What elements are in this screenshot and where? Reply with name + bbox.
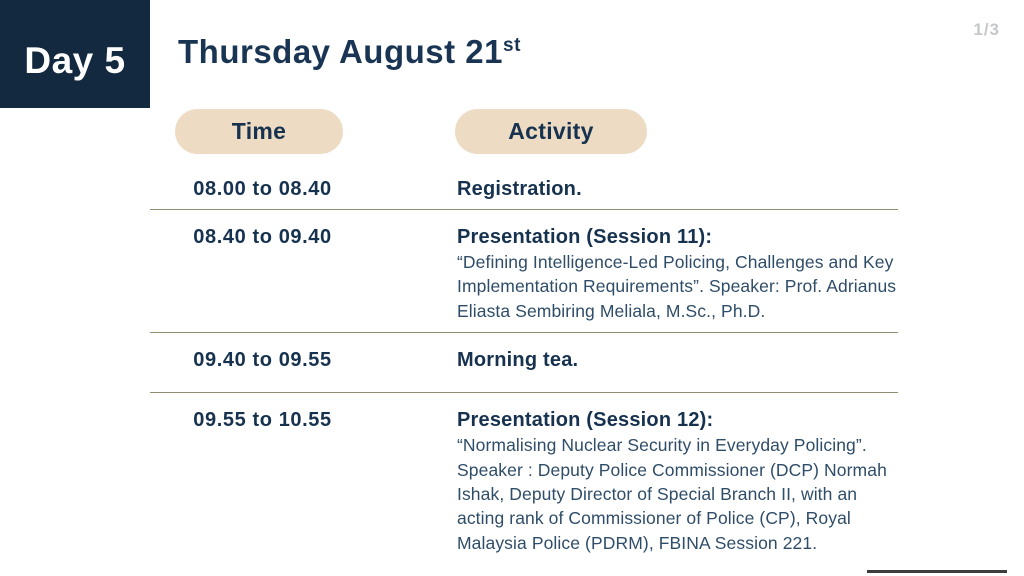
page-title (178, 33, 521, 71)
activity-cell (457, 407, 904, 555)
activity-cell (457, 176, 904, 202)
activity-cell (457, 347, 904, 373)
table-row (150, 165, 898, 210)
page-indicator: 1/3 (973, 20, 1000, 39)
activity-title: Registration. (457, 178, 582, 200)
time-cell: 08.00 to 08.40 (193, 178, 332, 200)
activity-detail: “Defining Intelligence-Led Policing, Challenges and Key Implementation Requirements”. Speaker: Prof. Adrianus Eliasta Sembiring Meliala, M.Sc., Ph.D. (457, 252, 897, 321)
activity-cell (457, 224, 904, 323)
table-row (150, 393, 898, 565)
time-cell: 09.40 to 09.55 (193, 349, 332, 372)
bottom-right-cutoff-element (867, 570, 1007, 573)
activity-title: Morning tea. (457, 349, 579, 372)
activity-detail: “Normalising Nuclear Security in Everyday Policing”. Speaker : Deputy Police Commissioner (DCP) Normah Ishak, Deputy Director of Special Branch II, with an acting rank of Commissioner of Police (CP), Royal Malaysia Police (PDRM), FBINA Session 221. (457, 435, 887, 553)
date-ordinal-suffix: st (503, 35, 521, 56)
column-header-time: Time (175, 109, 343, 154)
table-row (150, 333, 898, 393)
activity-title: Presentation (Session 11): (457, 226, 713, 248)
time-cell: 09.55 to 10.55 (193, 409, 332, 432)
day-badge (0, 0, 150, 108)
activity-title: Presentation (Session 12): (457, 409, 714, 432)
column-header-activity: Activity (455, 109, 647, 154)
day-label: Day 5 (24, 40, 126, 81)
time-cell: 08.40 to 09.40 (193, 226, 332, 248)
schedule-table (150, 165, 898, 565)
table-row (150, 210, 898, 333)
date-text: Thursday August 21 (178, 33, 503, 70)
